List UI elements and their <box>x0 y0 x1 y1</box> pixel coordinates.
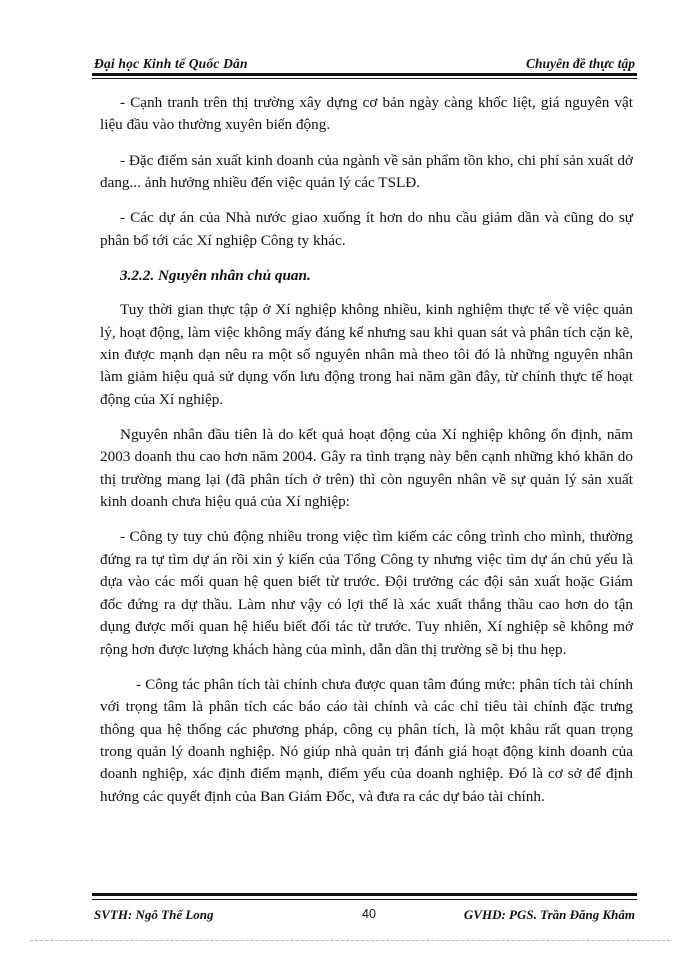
paragraph: - Đặc điểm sản xuất kinh doanh của ngành về sản phẩm tồn kho, chi phí sản xuất dở dang... ảnh hưởng nhiều đến việc quản lý các TSLĐ. <box>100 151 633 192</box>
paragraph: - Các dự án của Nhà nước giao xuống ít hơn do nhu cầu giảm dần và cũng do sự phân bổ tới các Xí nghiệp Công ty khác. <box>100 209 633 249</box>
paragraph: Tuy thời gian thực tập ở Xí nghiệp không nhiều, kinh nghiệm thực tế về việc quản lý, hoạt động, làm việc không mấy đáng kể nhưng sau khi quan sát và phân tích cặn kẽ, xin được mạnh dạn nêu ra một số nguyên nhân mà theo tôi đó là những nguyên nhân làm giảm hiệu quả sử dụng vốn lưu động trong hai năm gần đây, từ chính thực tế hoạt động của Xí nghiệp. <box>100 301 633 408</box>
page-header <box>92 56 637 72</box>
header-rule-thick <box>92 73 637 76</box>
header-rule-thin <box>92 78 637 79</box>
header-title: Chuyên đề thực tập <box>526 56 635 71</box>
paragraph: - Cạnh tranh trên thị trường xây dựng cơ bản ngày càng khốc liệt, giá nguyên vật liệu đầu vào thường xuyên biến động. <box>100 94 633 134</box>
header-university: Đại học Kinh tế Quốc Dân <box>94 56 248 71</box>
paragraph: - Công tác phân tích tài chính chưa được quan tâm đúng mức: phân tích tài chính với trọng tâm là phân tích các báo cáo tài chính và các chỉ tiêu tài chính đặc trưng thông qua hệ thống các phương pháp, công cụ phân tích, là một khâu rất quan trọng trong quản lý doanh nghiệp. Nó giúp nhà quản trị đánh giá hoạt động kinh doanh của doanh nghiệp, xác định điểm mạnh, điểm yếu của doanh nghiệp. Đó là cơ sở để định hướng các quyết định của Ban Giám Đốc, và đưa ra các dự báo tài chính. <box>100 675 633 805</box>
page-bottom-edge <box>30 940 670 941</box>
document-body <box>100 92 633 821</box>
footer-rule-thin <box>92 899 637 900</box>
paragraph: Nguyên nhân đầu tiên là do kết quả hoạt động của Xí nghiệp không ổn định, năm 2003 doanh thu cao hơn năm 2004. Gây ra tình trạng này bên cạnh những khó khăn do thị trường mang lại (đã phân tích ở trên) thì còn nguyên nhân về sự quản lý sản xuất kinh doanh chưa hiệu quả của Xí nghiệp: <box>100 426 633 511</box>
page-number: 40 <box>362 907 376 921</box>
page-footer <box>92 907 637 923</box>
footer-student: SVTH: Ngô Thế Long <box>94 907 214 922</box>
section-heading: 3.2.2. Nguyên nhân chủ quan. <box>120 266 311 284</box>
paragraph: - Công ty tuy chủ động nhiều trong việc tìm kiếm các công trình cho mình, thường đứng ra tự tìm dự án rồi xin ý kiến của Tổng Công ty nhưng việc tìm dự án chủ yếu là dựa vào các mối quan hệ quen biết từ trước. Đội trưởng các đội sản xuất hoặc Giám đốc đứng ra dự thầu. Làm như vậy có lợi thế là xác xuất thắng thầu cao hơn do tận dụng được mối quan hệ hiểu biết đối tác từ trước. Tuy nhiên, Xí nghiệp sẽ không mở rộng hơn được lượng khách hàng của mình, dẫn dần thị trường sẽ bị thu hẹp. <box>100 528 633 658</box>
footer-rule-thick <box>92 893 637 896</box>
footer-advisor: GVHD: PGS. Trần Đăng Khâm <box>463 907 635 922</box>
